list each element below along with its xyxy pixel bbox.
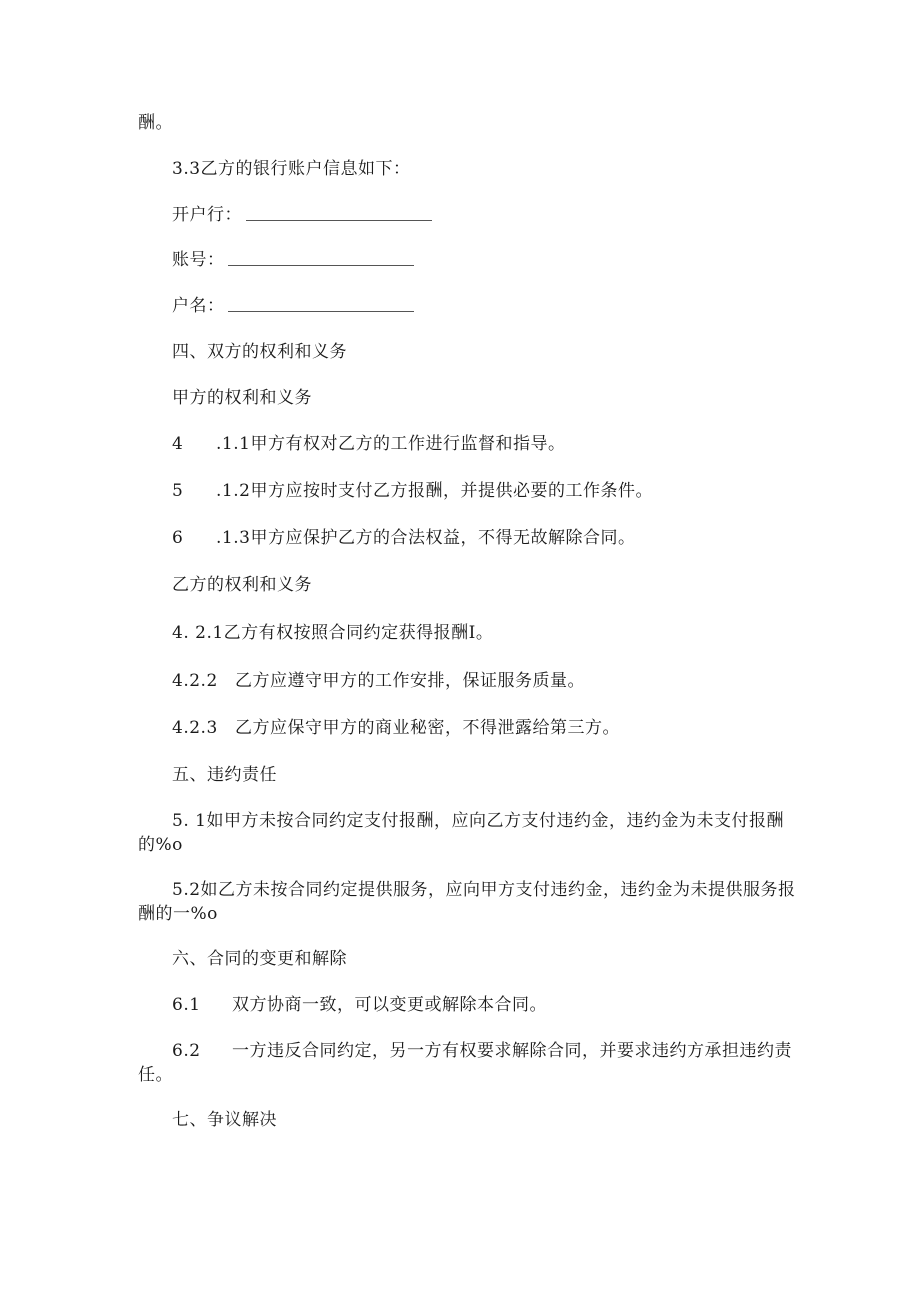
clause-number: 4 xyxy=(172,434,184,454)
clause-number: 4.2.2 xyxy=(172,671,218,691)
clause-text: 4. 2.1乙方有权按照合同约定获得报酬I。 xyxy=(172,623,494,643)
clause-number: 6.2 xyxy=(172,1041,201,1061)
account-holder-field-line xyxy=(228,311,414,312)
clause-text: .1.3甲方应保护乙方的合法权益，不得无故解除合同。 xyxy=(216,528,636,548)
clause-text: 一方违反合同约定，另一方有权要求解除合同，并要求违约方承担违约责 xyxy=(232,1041,792,1061)
clause-text: 乙方应遵守甲方的工作安排，保证服务质量。 xyxy=(235,671,585,691)
clause-number: 6.1 xyxy=(172,995,201,1015)
bank-name-field-line xyxy=(246,220,432,221)
bank-name-label: 开户行： xyxy=(172,205,242,225)
para-continuation: 酬。 xyxy=(138,113,173,133)
clause-number: 4.2.3 xyxy=(172,718,218,738)
section-6-heading: 六、合同的变更和解除 xyxy=(172,949,347,969)
clause-text: .1.2甲方应按时支付乙方报酬，并提供必要的工作条件。 xyxy=(216,481,653,501)
section-4-heading: 四、双方的权利和义务 xyxy=(172,342,347,362)
clause-text: 乙方应保守甲方的商业秘密，不得泄露给第三方。 xyxy=(235,718,620,738)
clause-number: 6 xyxy=(172,528,184,548)
account-holder-label: 户名： xyxy=(172,296,225,316)
party-b-subheading: 乙方的权利和义务 xyxy=(172,575,312,595)
clause-text-continuation: 的%o xyxy=(138,835,183,855)
clause-text: .1.1甲方有权对乙方的工作进行监督和指导。 xyxy=(216,434,566,454)
account-number-label: 账号： xyxy=(172,250,225,270)
clause-text: 5.2如乙方未按合同约定提供服务，应向甲方支付违约金，违约金为未提供服务报 xyxy=(172,880,796,900)
section-7-heading: 七、争议解决 xyxy=(172,1110,277,1130)
section-5-heading: 五、违约责任 xyxy=(172,765,277,785)
clause-text-continuation: 任。 xyxy=(138,1065,173,1085)
bank-info-heading: 3.3乙方的银行账户信息如下： xyxy=(172,159,411,179)
clause-text: 双方协商一致，可以变更或解除本合同。 xyxy=(232,995,547,1015)
party-a-subheading: 甲方的权利和义务 xyxy=(172,388,312,408)
clause-number: 5 xyxy=(172,481,184,501)
clause-text-continuation: 酬的一%o xyxy=(138,904,218,924)
clause-text: 5. 1如甲方未按合同约定支付报酬，应向乙方支付违约金，违约金为未支付报酬 xyxy=(172,811,784,831)
account-number-field-line xyxy=(228,265,414,266)
